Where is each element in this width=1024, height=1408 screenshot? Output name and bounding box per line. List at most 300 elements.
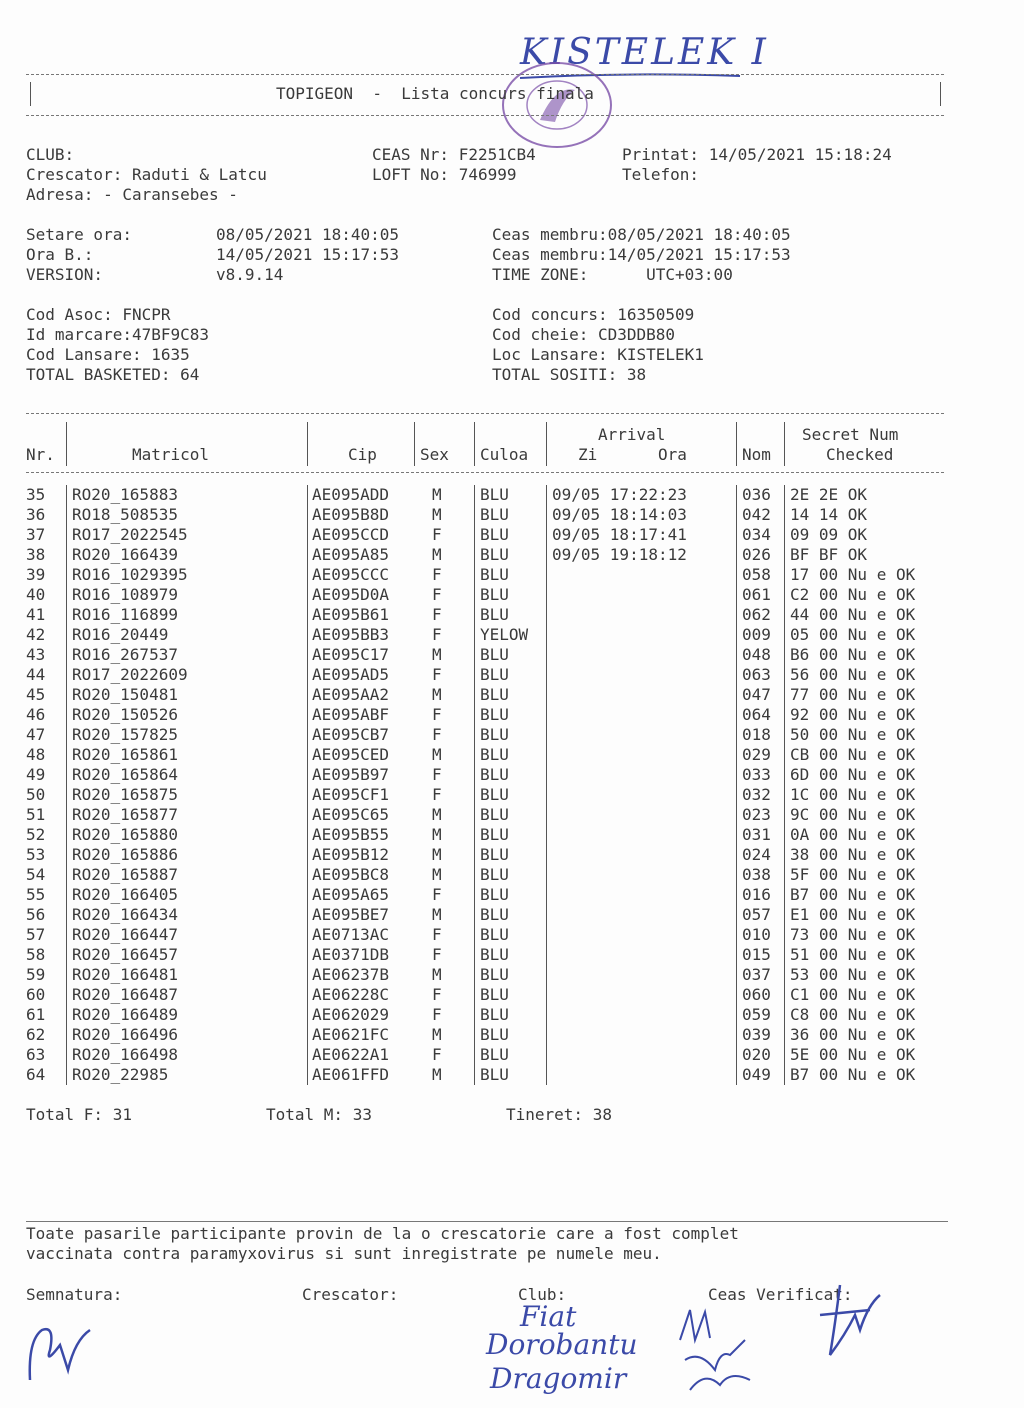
cell-sex: F xyxy=(432,945,442,964)
col-sep-header xyxy=(784,422,785,466)
table-row xyxy=(0,825,1024,845)
cell-matricol: RO20_166405 xyxy=(72,885,178,904)
cell-culoa: BLU xyxy=(480,1005,509,1024)
table-row xyxy=(0,1065,1024,1085)
club-label: CLUB: xyxy=(26,145,75,164)
cell-sex: F xyxy=(432,705,442,724)
cell-sex: F xyxy=(432,605,442,624)
cell-matricol: RO20_165886 xyxy=(72,845,178,864)
cell-cip: AE06228C xyxy=(312,985,390,1004)
cell-matricol: RO17_2022545 xyxy=(72,525,188,544)
col-sep-header xyxy=(474,422,475,466)
cell-nr: 54 xyxy=(26,865,46,884)
cell-nom: 033 xyxy=(742,765,771,784)
cell-nom: 024 xyxy=(742,845,771,864)
header-matricol: Matricol xyxy=(132,445,210,464)
cell-cip: AE095BB3 xyxy=(312,625,390,644)
cell-sex: M xyxy=(432,1025,442,1044)
cell-cip: AE095B61 xyxy=(312,605,390,624)
cell-cip: AE06237B xyxy=(312,965,390,984)
cell-culoa: YELOW xyxy=(480,625,529,644)
total-m: Total M: 33 xyxy=(266,1105,372,1124)
declaration-line-2: vaccinata contra paramyxovirus si sunt inregistrate pe numele meu. xyxy=(26,1244,662,1263)
cell-matricol: RO20_165861 xyxy=(72,745,178,764)
cell-cip: AE0713AC xyxy=(312,925,390,944)
table-row xyxy=(0,765,1024,785)
cell-matricol: RO20_166439 xyxy=(72,545,178,564)
cell-cip: AE095C65 xyxy=(312,805,390,824)
cell-arrival: 09/05 18:14:03 xyxy=(552,505,687,524)
cell-matricol: RO20_166447 xyxy=(72,925,178,944)
table-row xyxy=(0,705,1024,725)
ceas-membru-2: Ceas membru:14/05/2021 15:17:53 xyxy=(492,245,791,264)
col-sep-header xyxy=(736,422,737,466)
total-f: Total F: 31 xyxy=(26,1105,132,1124)
cell-cip: AE095CF1 xyxy=(312,785,390,804)
cod-lansare: Cod Lansare: 1635 xyxy=(26,345,190,364)
cell-sex: F xyxy=(432,625,442,644)
cell-nr: 49 xyxy=(26,765,46,784)
cell-sex: F xyxy=(432,1005,442,1024)
signature-name-1: Fiat xyxy=(520,1300,577,1333)
title-border-top xyxy=(26,74,944,75)
cell-matricol: RO20_165887 xyxy=(72,865,178,884)
cell-culoa: BLU xyxy=(480,1045,509,1064)
table-row xyxy=(0,985,1024,1005)
header-arrival: Arrival xyxy=(598,425,666,444)
col-sep-header xyxy=(546,422,547,466)
cell-secret-checked: 1C 00 Nu e OK xyxy=(790,785,916,804)
table-row xyxy=(0,1005,1024,1025)
cell-matricol: RO20_166481 xyxy=(72,965,178,984)
cell-sex: M xyxy=(432,825,442,844)
cell-sex: F xyxy=(432,785,442,804)
cell-nr: 58 xyxy=(26,945,46,964)
header-culoa: Culoa xyxy=(480,445,529,464)
cell-culoa: BLU xyxy=(480,505,509,524)
cell-culoa: BLU xyxy=(480,905,509,924)
table-row xyxy=(0,545,1024,565)
ora-b-value: 14/05/2021 15:17:53 xyxy=(216,245,400,264)
cell-nr: 36 xyxy=(26,505,46,524)
cell-nom: 039 xyxy=(742,1025,771,1044)
cell-matricol: RO18_508535 xyxy=(72,505,178,524)
cell-nr: 59 xyxy=(26,965,46,984)
cell-secret-checked: 17 00 Nu e OK xyxy=(790,565,916,584)
header-ora: Ora xyxy=(658,445,687,464)
cell-matricol: RO20_166498 xyxy=(72,1045,178,1064)
cell-sex: M xyxy=(432,645,442,664)
cell-nr: 41 xyxy=(26,605,46,624)
cell-secret-checked: B7 00 Nu e OK xyxy=(790,1065,916,1084)
cell-matricol: RO20_165883 xyxy=(72,485,178,504)
ceas-membru-1: Ceas membru:08/05/2021 18:40:05 xyxy=(492,225,791,244)
cell-sex: F xyxy=(432,885,442,904)
cell-sex: M xyxy=(432,1065,442,1084)
id-marcare: Id marcare:47BF9C83 xyxy=(26,325,210,344)
cell-culoa: BLU xyxy=(480,805,509,824)
cell-nom: 059 xyxy=(742,1005,771,1024)
cell-culoa: BLU xyxy=(480,645,509,664)
cell-cip: AE0621FC xyxy=(312,1025,390,1044)
table-row xyxy=(0,485,1024,505)
cell-nr: 55 xyxy=(26,885,46,904)
semnatura-signature xyxy=(20,1310,100,1390)
cell-culoa: BLU xyxy=(480,865,509,884)
cell-sex: M xyxy=(432,845,442,864)
cell-matricol: RO20_150526 xyxy=(72,705,178,724)
cell-matricol: RO20_165877 xyxy=(72,805,178,824)
cell-sex: F xyxy=(432,725,442,744)
cell-matricol: RO20_165875 xyxy=(72,785,178,804)
cell-sex: M xyxy=(432,965,442,984)
header-sex: Sex xyxy=(420,445,449,464)
loc-lansare: Loc Lansare: KISTELEK1 xyxy=(492,345,704,364)
cell-nom: 058 xyxy=(742,565,771,584)
cell-sex: M xyxy=(432,485,442,504)
cell-matricol: RO20_166457 xyxy=(72,945,178,964)
header-cip: Cip xyxy=(348,445,377,464)
cell-culoa: BLU xyxy=(480,845,509,864)
cell-nr: 45 xyxy=(26,685,46,704)
cell-nom: 031 xyxy=(742,825,771,844)
cell-nr: 60 xyxy=(26,985,46,1004)
cell-matricol: RO20_165880 xyxy=(72,825,178,844)
total-basketed: TOTAL BASKETED: 64 xyxy=(26,365,200,384)
cell-secret-checked: 56 00 Nu e OK xyxy=(790,665,916,684)
table-row xyxy=(0,625,1024,645)
table-row xyxy=(0,605,1024,625)
table-row xyxy=(0,725,1024,745)
cell-nr: 63 xyxy=(26,1045,46,1064)
cell-culoa: BLU xyxy=(480,585,509,604)
cell-nr: 53 xyxy=(26,845,46,864)
table-header-bottom-rule xyxy=(26,472,944,473)
cell-secret-checked: 92 00 Nu e OK xyxy=(790,705,916,724)
cell-nom: 042 xyxy=(742,505,771,524)
report-title: TOPIGEON - Lista concurs finala xyxy=(276,84,594,103)
cell-cip: AE095ADD xyxy=(312,485,390,504)
cell-nr: 51 xyxy=(26,805,46,824)
version-value: v8.9.14 xyxy=(216,265,284,284)
cell-nom: 029 xyxy=(742,745,771,764)
cell-cip: AE095BC8 xyxy=(312,865,390,884)
cell-nr: 57 xyxy=(26,925,46,944)
cell-culoa: BLU xyxy=(480,525,509,544)
table-row xyxy=(0,685,1024,705)
cell-secret-checked: 38 00 Nu e OK xyxy=(790,845,916,864)
cell-culoa: BLU xyxy=(480,725,509,744)
cell-secret-checked: C8 00 Nu e OK xyxy=(790,1005,916,1024)
table-row xyxy=(0,645,1024,665)
title-border-bottom xyxy=(26,115,944,116)
total-sositi: TOTAL SOSITI: 38 xyxy=(492,365,647,384)
table-row xyxy=(0,925,1024,945)
cell-cip: AE095D0A xyxy=(312,585,390,604)
cell-sex: F xyxy=(432,565,442,584)
table-row xyxy=(0,965,1024,985)
handwritten-title: KISTELEK I xyxy=(520,32,769,73)
cell-matricol: RO20_157825 xyxy=(72,725,178,744)
col-sep-header xyxy=(307,422,308,466)
signature-name-3: Dragomir xyxy=(490,1362,627,1395)
adresa-info: Adresa: - Caransebes - xyxy=(26,185,238,204)
cell-culoa: BLU xyxy=(480,885,509,904)
cell-sex: F xyxy=(432,765,442,784)
table-row xyxy=(0,1025,1024,1045)
cell-nom: 010 xyxy=(742,925,771,944)
cell-nom: 034 xyxy=(742,525,771,544)
table-row xyxy=(0,785,1024,805)
cell-nom: 063 xyxy=(742,665,771,684)
version-label: VERSION: xyxy=(26,265,104,284)
cell-culoa: BLU xyxy=(480,685,509,704)
cell-matricol: RO16_1029395 xyxy=(72,565,188,584)
cell-secret-checked: 77 00 Nu e OK xyxy=(790,685,916,704)
cell-culoa: BLU xyxy=(480,945,509,964)
cell-cip: AE095A85 xyxy=(312,545,390,564)
cell-cip: AE062029 xyxy=(312,1005,390,1024)
col-sep-header xyxy=(66,422,67,466)
cell-sex: F xyxy=(432,985,442,1004)
cell-culoa: BLU xyxy=(480,765,509,784)
cell-nr: 40 xyxy=(26,585,46,604)
cell-secret-checked: 2E 2E OK xyxy=(790,485,868,504)
cell-cip: AE095BE7 xyxy=(312,905,390,924)
cell-nom: 048 xyxy=(742,645,771,664)
cell-cip: AE095C17 xyxy=(312,645,390,664)
cell-nr: 64 xyxy=(26,1065,46,1084)
ceas-nr: CEAS Nr: F2251CB4 xyxy=(372,145,536,164)
cell-matricol: RO16_20449 xyxy=(72,625,169,644)
cell-nr: 46 xyxy=(26,705,46,724)
header-nr: Nr. xyxy=(26,445,55,464)
cell-nr: 39 xyxy=(26,565,46,584)
cell-cip: AE095CCC xyxy=(312,565,390,584)
loft-no: LOFT No: 746999 xyxy=(372,165,517,184)
cell-secret-checked: 5E 00 Nu e OK xyxy=(790,1045,916,1064)
cell-sex: M xyxy=(432,745,442,764)
cell-sex: F xyxy=(432,665,442,684)
table-row xyxy=(0,505,1024,525)
cell-nom: 023 xyxy=(742,805,771,824)
col-sep-header xyxy=(414,422,415,466)
cell-nom: 049 xyxy=(742,1065,771,1084)
cell-arrival: 09/05 19:18:12 xyxy=(552,545,687,564)
table-row xyxy=(0,565,1024,585)
cell-culoa: BLU xyxy=(480,985,509,1004)
ceas-verificat-signature xyxy=(800,1275,890,1365)
semnatura-label: Semnatura: xyxy=(26,1285,123,1304)
cell-cip: AE095A65 xyxy=(312,885,390,904)
cell-nr: 42 xyxy=(26,625,46,644)
cell-nom: 037 xyxy=(742,965,771,984)
cod-asoc: Cod Asoc: FNCPR xyxy=(26,305,171,324)
cell-matricol: RO16_267537 xyxy=(72,645,178,664)
cell-culoa: BLU xyxy=(480,605,509,624)
cell-matricol: RO20_166489 xyxy=(72,1005,178,1024)
cell-nom: 062 xyxy=(742,605,771,624)
cell-sex: M xyxy=(432,805,442,824)
cell-sex: M xyxy=(432,905,442,924)
cod-concurs: Cod concurs: 16350509 xyxy=(492,305,695,324)
cell-culoa: BLU xyxy=(480,485,509,504)
cell-secret-checked: 51 00 Nu e OK xyxy=(790,945,916,964)
cell-nom: 047 xyxy=(742,685,771,704)
cell-cip: AE095B97 xyxy=(312,765,390,784)
cell-nr: 38 xyxy=(26,545,46,564)
title-border-right xyxy=(940,82,941,106)
cell-matricol: RO20_166487 xyxy=(72,985,178,1004)
tineret: Tineret: 38 xyxy=(506,1105,612,1124)
cell-nr: 62 xyxy=(26,1025,46,1044)
club-signature-scribble xyxy=(670,1300,760,1400)
cell-sex: M xyxy=(432,545,442,564)
table-row xyxy=(0,805,1024,825)
cell-secret-checked: 6D 00 Nu e OK xyxy=(790,765,916,784)
cell-culoa: BLU xyxy=(480,785,509,804)
cell-culoa: BLU xyxy=(480,705,509,724)
cell-matricol: RO16_116899 xyxy=(72,605,178,624)
table-row xyxy=(0,905,1024,925)
cell-culoa: BLU xyxy=(480,745,509,764)
cell-nom: 026 xyxy=(742,545,771,564)
table-row xyxy=(0,1045,1024,1065)
cell-secret-checked: BF BF OK xyxy=(790,545,868,564)
cell-culoa: BLU xyxy=(480,1025,509,1044)
cell-secret-checked: 09 09 OK xyxy=(790,525,868,544)
cell-culoa: BLU xyxy=(480,825,509,844)
cell-sex: F xyxy=(432,585,442,604)
cell-secret-checked: 14 14 OK xyxy=(790,505,868,524)
cell-nr: 47 xyxy=(26,725,46,744)
cell-cip: AE095AD5 xyxy=(312,665,390,684)
cell-secret-checked: B7 00 Nu e OK xyxy=(790,885,916,904)
setare-ora-label: Setare ora: xyxy=(26,225,132,244)
cell-secret-checked: 05 00 Nu e OK xyxy=(790,625,916,644)
cell-nom: 016 xyxy=(742,885,771,904)
header-nom: Nom xyxy=(742,445,771,464)
table-row xyxy=(0,945,1024,965)
cell-nr: 50 xyxy=(26,785,46,804)
cell-matricol: RO20_22985 xyxy=(72,1065,169,1084)
signature-name-2: Dorobantu xyxy=(486,1328,638,1361)
cell-sex: F xyxy=(432,925,442,944)
cell-nr: 35 xyxy=(26,485,46,504)
cell-nom: 038 xyxy=(742,865,771,884)
cell-nom: 032 xyxy=(742,785,771,804)
cell-nom: 060 xyxy=(742,985,771,1004)
cell-cip: AE095CCD xyxy=(312,525,390,544)
cell-secret-checked: 50 00 Nu e OK xyxy=(790,725,916,744)
table-row xyxy=(0,845,1024,865)
cell-secret-checked: 0A 00 Nu e OK xyxy=(790,825,916,844)
cell-nr: 44 xyxy=(26,665,46,684)
cell-nom: 009 xyxy=(742,625,771,644)
cell-culoa: BLU xyxy=(480,965,509,984)
table-row xyxy=(0,745,1024,765)
table-header-top-rule xyxy=(26,413,944,414)
cell-secret-checked: 73 00 Nu e OK xyxy=(790,925,916,944)
table-row xyxy=(0,525,1024,545)
cell-matricol: RO16_108979 xyxy=(72,585,178,604)
cell-nom: 064 xyxy=(742,705,771,724)
crescator-info: Crescator: Raduti & Latcu xyxy=(26,165,267,184)
cell-secret-checked: 44 00 Nu e OK xyxy=(790,605,916,624)
table-row xyxy=(0,585,1024,605)
cell-culoa: BLU xyxy=(480,545,509,564)
cell-cip: AE095ABF xyxy=(312,705,390,724)
cell-nr: 43 xyxy=(26,645,46,664)
cell-sex: F xyxy=(432,1045,442,1064)
header-zi: Zi xyxy=(578,445,598,464)
ora-b-label: Ora B.: xyxy=(26,245,94,264)
header-secret-num: Secret Num xyxy=(802,425,899,444)
cell-matricol: RO20_150481 xyxy=(72,685,178,704)
cell-matricol: RO20_166434 xyxy=(72,905,178,924)
cell-nom: 057 xyxy=(742,905,771,924)
table-row xyxy=(0,885,1024,905)
cell-culoa: BLU xyxy=(480,1065,509,1084)
ceas-verificat-label: Ceas Verificat: xyxy=(708,1285,853,1304)
table-row xyxy=(0,665,1024,685)
club-signature-label: Club: xyxy=(518,1285,567,1304)
cell-cip: AE0371DB xyxy=(312,945,390,964)
cell-secret-checked: 5F 00 Nu e OK xyxy=(790,865,916,884)
time-zone: TIME ZONE: UTC+03:00 xyxy=(492,265,733,284)
cell-nom: 020 xyxy=(742,1045,771,1064)
cell-nom: 036 xyxy=(742,485,771,504)
cell-cip: AE0622A1 xyxy=(312,1045,390,1064)
cell-nom: 015 xyxy=(742,945,771,964)
cell-nr: 61 xyxy=(26,1005,46,1024)
cell-sex: M xyxy=(432,505,442,524)
cell-nr: 37 xyxy=(26,525,46,544)
header-checked: Checked xyxy=(826,445,894,464)
cell-nom: 061 xyxy=(742,585,771,604)
cell-cip: AE095B8D xyxy=(312,505,390,524)
telefon: Telefon: xyxy=(622,165,700,184)
footer-rule xyxy=(26,1221,948,1222)
cell-secret-checked: B6 00 Nu e OK xyxy=(790,645,916,664)
setare-ora-value: 08/05/2021 18:40:05 xyxy=(216,225,400,244)
cell-culoa: BLU xyxy=(480,665,509,684)
cell-cip: AE061FFD xyxy=(312,1065,390,1084)
printat: Printat: 14/05/2021 15:18:24 xyxy=(622,145,892,164)
cell-sex: F xyxy=(432,525,442,544)
cell-secret-checked: 53 00 Nu e OK xyxy=(790,965,916,984)
cell-cip: AE095B12 xyxy=(312,845,390,864)
cell-sex: M xyxy=(432,865,442,884)
cell-matricol: RO17_2022609 xyxy=(72,665,188,684)
declaration-line-1: Toate pasarile participante provin de la o crescatorie care a fost complet xyxy=(26,1224,739,1243)
cell-secret-checked: C2 00 Nu e OK xyxy=(790,585,916,604)
cod-cheie: Cod cheie: CD3DDB80 xyxy=(492,325,676,344)
cell-secret-checked: E1 00 Nu e OK xyxy=(790,905,916,924)
title-border-left xyxy=(30,82,31,106)
cell-cip: AE095B55 xyxy=(312,825,390,844)
cell-nr: 52 xyxy=(26,825,46,844)
cell-matricol: RO20_166496 xyxy=(72,1025,178,1044)
cell-culoa: BLU xyxy=(480,925,509,944)
cell-nr: 56 xyxy=(26,905,46,924)
cell-secret-checked: CB 00 Nu e OK xyxy=(790,745,916,764)
cell-secret-checked: C1 00 Nu e OK xyxy=(790,985,916,1004)
table-row xyxy=(0,865,1024,885)
cell-cip: AE095AA2 xyxy=(312,685,390,704)
cell-cip: AE095CB7 xyxy=(312,725,390,744)
cell-sex: M xyxy=(432,685,442,704)
